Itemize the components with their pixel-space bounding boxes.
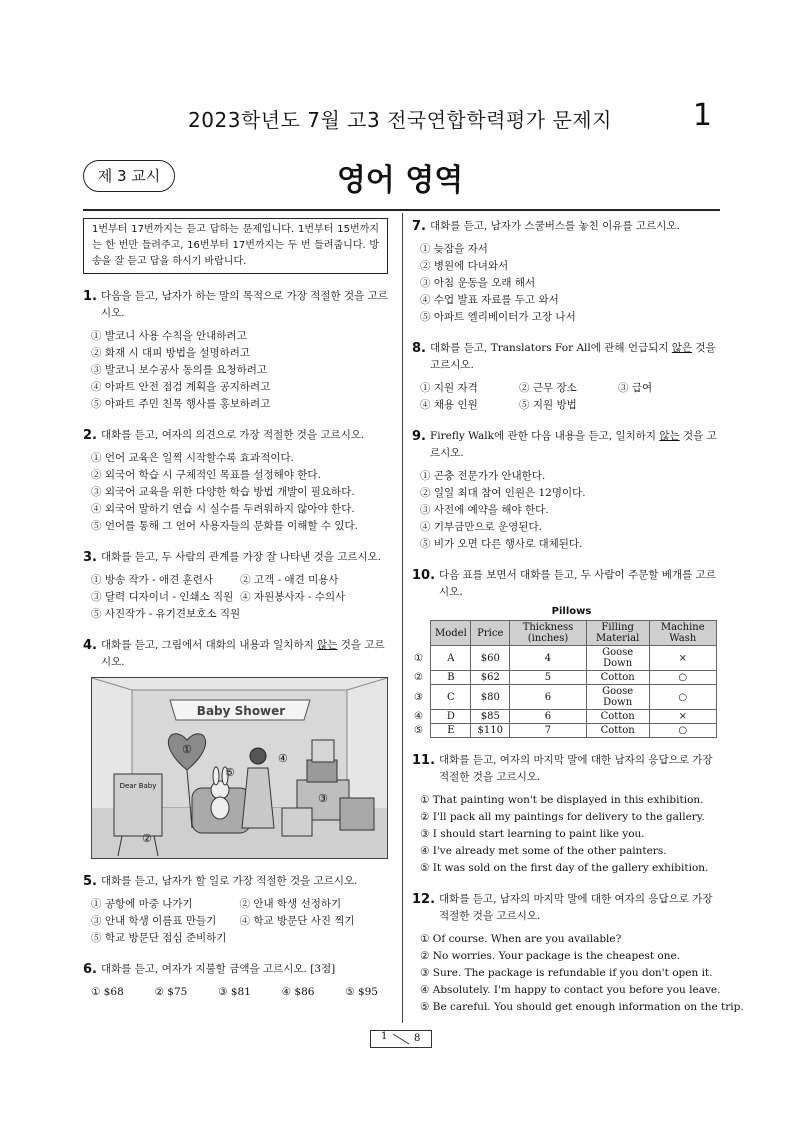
option[interactable]: ② 안내 학생 선정하기 [239, 898, 342, 910]
table-title: Pillows [551, 606, 592, 617]
underlined-word: 않은 [671, 342, 693, 354]
table-cell: 4 [510, 646, 587, 671]
option[interactable]: ② 외국어 학습 시 구체적인 목표를 설정해야 한다. [91, 469, 321, 481]
option[interactable]: ③ 발코니 보수공사 동의를 요청하려고 [91, 364, 267, 376]
table-cell: $110 [471, 724, 510, 738]
question-7 [412, 218, 717, 326]
option[interactable]: ⑤ 지원 방법 [519, 399, 577, 411]
option[interactable]: ④ 아파트 안전 점검 계획을 공지하려고 [91, 381, 271, 393]
page-slash [371, 1031, 431, 1047]
question-11 [412, 752, 717, 877]
option[interactable]: ④ 학교 방문단 사진 찍기 [239, 915, 355, 927]
question-text: 대화를 듣고, 여자가 지불할 금액을 고르시오. [3점] [100, 963, 336, 975]
question-text-end: 것을 고르시오. [429, 342, 716, 371]
table-cell: 5 [510, 671, 587, 685]
row-mark: ③ [414, 691, 423, 703]
table-cell: E [431, 724, 471, 738]
question-1 [83, 288, 388, 413]
question-number: 5. [83, 874, 97, 889]
table-cell: $62 [471, 671, 510, 685]
pillows-table [412, 620, 717, 738]
underlined-word: 않는 [659, 430, 680, 442]
table-row[interactable] [412, 646, 717, 671]
table-cell: Cotton [586, 724, 649, 738]
option[interactable]: ⑤ 비가 오면 다른 행사로 대체된다. [420, 538, 583, 550]
option[interactable]: ② 고객 - 애견 미용사 [240, 574, 339, 586]
baby-shower-illustration [91, 677, 388, 859]
question-number: 6. [83, 962, 97, 977]
table-cell: 6 [510, 710, 587, 724]
question-number: 8. [412, 341, 426, 356]
question-number: 9. [412, 429, 426, 444]
underlined-word: 않는 [317, 639, 338, 651]
option[interactable]: ⑤ 사진작가 - 유기견보호소 직원 [91, 608, 241, 620]
option[interactable]: ④ I've already met some of the other painters. [420, 845, 667, 857]
option[interactable]: ③ 급여 [618, 382, 653, 394]
question-number: 10. [412, 568, 436, 583]
option[interactable]: ③ Sure. The package is refundable if you don't open it. [420, 967, 713, 979]
question-text: 다음 표를 보면서 대화를 듣고, 두 사람이 주문할 베개를 고르시오. [439, 569, 716, 598]
option[interactable]: ⑤ It was sold on the first day of the gallery exhibition. [420, 862, 709, 874]
option[interactable]: ① 언어 교육은 일찍 시작할수록 효과적이다. [91, 452, 294, 464]
option[interactable]: ③ I should start learning to paint like you. [420, 828, 645, 840]
option[interactable]: ② 병원에 다녀와서 [420, 260, 509, 272]
table-cell: $60 [471, 646, 510, 671]
option[interactable]: ④ 외국어 말하기 연습 시 실수를 두려워하지 않아야 한다. [91, 503, 355, 515]
question-number: 2. [83, 428, 97, 443]
question-number: 12. [412, 892, 436, 907]
question-text: 대화를 듣고, 남자가 스쿨버스를 놓친 이유를 고르시오. [429, 220, 680, 232]
question-text: 대화를 듣고, 두 사람의 관계를 가장 잘 나타낸 것을 고르시오. [100, 551, 382, 563]
table-cell: × [649, 646, 716, 671]
table-cell: 6 [510, 685, 587, 710]
option[interactable]: ③ 아침 운동을 오래 해서 [420, 277, 536, 289]
table-cell: ○ [649, 685, 716, 710]
question-text-end: 것을 고르시오. [429, 430, 717, 459]
option[interactable]: ② I'll pack all my paintings for delivery to the gallery. [420, 811, 705, 823]
mark-5: ⑤ [225, 766, 235, 779]
row-mark: ② [414, 672, 423, 683]
question-text: 대화를 듣고, 남자가 할 일로 가장 적절한 것을 고르시오. [100, 875, 358, 887]
question-text: 대화를 듣고, 여자의 의견으로 가장 적절한 것을 고르시오. [100, 429, 365, 441]
option[interactable]: ② 근무 장소 [519, 382, 577, 394]
option[interactable]: ⑤ 아파트 엘리베이터가 고장 나서 [420, 311, 576, 323]
table-cell: $80 [471, 685, 510, 710]
option[interactable]: ③ 외국어 교육을 위한 다양한 학습 방법 개발이 필요하다. [91, 486, 355, 498]
table-cell: Goose Down [586, 646, 649, 671]
row-mark: ⑤ [414, 725, 423, 736]
option[interactable]: ① 발코니 사용 수칙을 안내하려고 [91, 330, 247, 342]
option[interactable]: ① Of course. When are you available? [420, 933, 622, 945]
option[interactable]: ⑤ 아파트 주민 친목 행사를 홍보하려고 [91, 398, 271, 410]
table-cell: × [649, 710, 716, 724]
table-row[interactable] [412, 671, 717, 685]
board-text: Dear Baby [119, 782, 157, 790]
column-header: Price [471, 621, 510, 646]
question-text: 대화를 듣고, Translators For All에 관해 언급되지 [429, 342, 672, 354]
table-header-row [412, 621, 717, 646]
option[interactable]: ① 곤충 전문가가 안내한다. [420, 470, 546, 482]
option[interactable]: ② 화재 시 대피 방법을 설명하려고 [91, 347, 251, 359]
page-indicator [370, 1030, 432, 1048]
question-text: 대화를 듣고, 여자의 마지막 말에 대한 남자의 응답으로 가장 적절한 것을 고르시오. [439, 754, 713, 783]
table-cell: $85 [471, 710, 510, 724]
table-cell: Goose Down [586, 685, 649, 710]
question-3 [83, 549, 388, 623]
option[interactable]: ③ $81 [218, 986, 251, 998]
option[interactable]: ④ $86 [281, 986, 315, 998]
question-text: Firefly Walk에 관한 다음 내용을 듣고, 일치하지 [429, 430, 660, 442]
header-rule [83, 209, 720, 211]
table-cell: ○ [649, 671, 716, 685]
question-number: 3. [83, 550, 97, 565]
question-12 [412, 891, 744, 1016]
table-cell: C [431, 685, 471, 710]
question-number: 4. [83, 638, 97, 653]
option[interactable]: ④ 채용 인원 [420, 399, 478, 411]
option[interactable]: ② $75 [154, 986, 188, 998]
option[interactable]: ① 공항에 마중 나가기 [91, 898, 193, 910]
left-column [83, 218, 388, 1011]
page-number: 1 [692, 98, 712, 133]
question-text: 다음을 듣고, 남자가 하는 말의 목적으로 가장 적절한 것을 고르시오. [100, 290, 388, 319]
question-2 [83, 427, 388, 535]
option[interactable]: ④ Absolutely. I'm happy to contact you before you leave. [420, 984, 721, 996]
option[interactable]: ⑤ 언어를 통해 그 언어 사용자들의 문화를 이해할 수 있다. [91, 520, 359, 532]
table-cell: Cotton [586, 710, 649, 724]
question-text-end: 것을 고르시오. [100, 639, 385, 668]
table-row[interactable] [412, 685, 717, 710]
exam-title: 2023학년도 7월 고3 전국연합학력평가 문제지 [188, 108, 612, 132]
table-cell: Cotton [586, 671, 649, 685]
period-badge: 제 3 교시 [83, 160, 175, 192]
total-pages: 8 [414, 1033, 421, 1044]
right-column [412, 218, 744, 1026]
table-cell: ○ [649, 724, 716, 738]
table-cell: A [431, 646, 471, 671]
option[interactable]: ① 지원 자격 [420, 382, 478, 394]
question-number: 1. [83, 289, 97, 304]
current-page: 1 [381, 1031, 388, 1042]
question-text: 대화를 듣고, 남자의 마지막 말에 대한 여자의 응답으로 가장 적절한 것을 고르시오. [439, 893, 713, 922]
row-mark: ④ [414, 711, 423, 722]
listening-notice: 1번부터 17번까지는 듣고 답하는 문제입니다. 1번부터 15번까지는 한 번만 들려주고, 16번부터 17번까지는 두 번 들려줍니다. 방송을 잘 듣고 답을 하시기 바랍니다. [83, 218, 388, 274]
column-header: Filling Material [586, 621, 649, 646]
question-5 [83, 873, 388, 947]
question-9 [412, 428, 717, 553]
option[interactable]: ④ 수업 발표 자료를 두고 와서 [420, 294, 559, 306]
question-number: 7. [412, 219, 426, 234]
option[interactable]: ⑤ 학교 방문단 점심 준비하기 [91, 932, 227, 944]
question-8 [412, 340, 717, 414]
row-mark: ① [414, 652, 423, 664]
question-10 [412, 567, 717, 738]
option[interactable]: ① 방송 작가 - 애견 훈련사 [91, 574, 214, 586]
question-6 [83, 961, 388, 1001]
option[interactable]: ⑤ Be careful. You should get enough information on the trip. [420, 1001, 744, 1013]
option[interactable]: ② No worries. Your package is the cheapest one. [420, 950, 681, 962]
mark-2: ② [142, 832, 152, 845]
question-4 [83, 637, 388, 859]
table-cell: 7 [510, 724, 587, 738]
banner-text: Baby Shower [196, 704, 286, 718]
mark-3: ③ [318, 792, 328, 805]
option[interactable]: ③ 사전에 예약을 해야 한다. [420, 504, 549, 516]
question-text: 대화를 듣고, 그림에서 대화의 내용과 일치하지 [100, 639, 318, 651]
option[interactable]: ③ 안내 학생 이름표 만들기 [91, 915, 217, 927]
column-header: Model [431, 621, 471, 646]
section-title: 영어 영역 [336, 163, 464, 198]
table-row[interactable] [412, 710, 717, 724]
mark-1: ① [182, 743, 192, 756]
table-row[interactable] [412, 724, 717, 738]
option[interactable]: ① That painting won't be displayed in this exhibition. [420, 794, 704, 806]
table-cell: B [431, 671, 471, 685]
option[interactable]: ⑤ $95 [345, 986, 378, 998]
question-number: 11. [412, 753, 436, 768]
option[interactable]: ① 늦잠을 자서 [420, 243, 488, 255]
option[interactable]: ② 일일 최대 참여 인원은 12명이다. [420, 487, 586, 499]
column-header: Machine Wash [649, 621, 716, 646]
column-divider [402, 213, 403, 1023]
option[interactable]: ④ 기부금만으로 운영된다. [420, 521, 542, 533]
table-cell: D [431, 710, 471, 724]
option[interactable]: ① $68 [91, 986, 124, 998]
column-header: Thickness (inches) [510, 621, 587, 646]
option[interactable]: ④ 자원봉사자 - 수의사 [240, 591, 346, 603]
option[interactable]: ③ 달력 디자이너 - 인쇄소 직원 [91, 591, 234, 603]
mark-4: ④ [278, 752, 288, 765]
